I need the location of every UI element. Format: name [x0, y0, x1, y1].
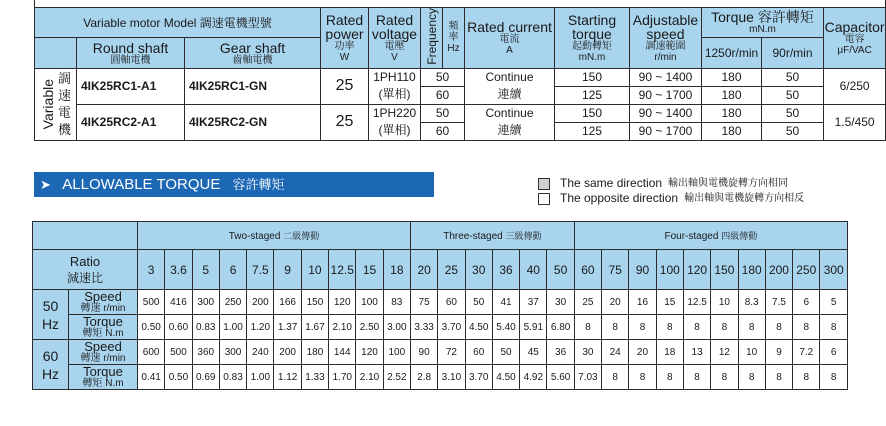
speed-value: 120 — [329, 290, 356, 315]
three-staged-header — [410, 222, 574, 250]
speed-value: 5 — [820, 290, 848, 315]
four-staged-cn: 四級傳動 — [721, 231, 758, 241]
torque2-value: 50 — [762, 104, 824, 122]
torque-value: 8 — [738, 365, 765, 390]
torque-value: 1.12 — [274, 365, 301, 390]
speed-value: 90 — [410, 340, 437, 365]
torque-unit: mN.m — [749, 24, 776, 36]
torque-value: 1.00 — [247, 365, 274, 390]
round-shaft-cn: 圓軸電機 — [110, 54, 151, 66]
speed-range-value: 90 ~ 1400 — [630, 68, 702, 86]
rated-current-label: Rated current — [467, 18, 552, 35]
speed-value: 416 — [165, 290, 192, 315]
ratio-value: 30 — [465, 250, 492, 290]
torque-value: 8 — [820, 315, 848, 340]
torque-value: 8 — [602, 315, 629, 340]
four-staged-header — [574, 222, 847, 250]
torque-unit: N.m — [105, 378, 124, 389]
speed-value: 24 — [602, 340, 629, 365]
torque-value: 2.10 — [356, 365, 383, 390]
speed-value: 12 — [711, 340, 738, 365]
side-label-en: Variable — [40, 79, 56, 130]
top-strip-row — [35, 0, 886, 8]
ratio-value: 60 — [574, 250, 601, 290]
ratio-value: 20 — [410, 250, 437, 290]
ratio-value: 120 — [683, 250, 710, 290]
torque-value: 3.00 — [383, 315, 410, 340]
speed-value: 20 — [629, 340, 656, 365]
torque-value: 1.37 — [274, 315, 301, 340]
ratio-value: 25 — [438, 250, 465, 290]
frequency-label: Frequency — [424, 8, 439, 65]
speed-value: 500 — [165, 340, 192, 365]
torque1-value: 180 — [702, 68, 762, 86]
torque-value: 8 — [683, 315, 710, 340]
ratio-value: 150 — [711, 250, 738, 290]
direction-legend — [538, 176, 804, 206]
torque-value: 0.69 — [192, 365, 219, 390]
ratio-value: 36 — [492, 250, 519, 290]
side-label-cell — [35, 68, 77, 140]
torque-cn: 轉矩 — [82, 328, 103, 339]
torque-value: 8 — [574, 315, 601, 340]
model-header: Variable motor Model 調速電機型號 — [35, 8, 321, 38]
legend-same-row — [538, 176, 804, 191]
ratio-torque-table — [32, 221, 848, 390]
torque-value: 1.20 — [247, 315, 274, 340]
torque-value: 8 — [602, 365, 629, 390]
speed-value: 36 — [547, 340, 574, 365]
legend-same-label: The same direction — [560, 176, 663, 190]
torque-value: 1.70 — [329, 365, 356, 390]
torque-value: 1.00 — [219, 315, 246, 340]
frequency-header — [421, 8, 443, 69]
capacitor-value: 1.5/450 — [824, 104, 886, 140]
ratio-label: Ratio — [69, 253, 101, 269]
speed-60hz-row — [33, 340, 848, 365]
torque-value: 0.83 — [192, 315, 219, 340]
torque-value: 2.52 — [383, 365, 410, 390]
ratio-value: 6 — [219, 250, 246, 290]
white-square-icon — [538, 193, 550, 205]
speed-value: 120 — [356, 340, 383, 365]
round-shaft-label: Round shaft — [92, 39, 169, 56]
torque-value: 8 — [793, 315, 820, 340]
ratio-value: 18 — [383, 250, 410, 290]
rated-current-unit: 電流 A — [499, 33, 520, 56]
adjustable-speed-label: Adjustable speed — [632, 11, 699, 42]
capacitor-unit: 電容 μF/VAC — [837, 33, 872, 56]
rated-voltage-header — [369, 8, 421, 69]
start-torque-value: 150 — [555, 68, 630, 86]
speed-value: 30 — [547, 290, 574, 315]
rated-voltage-label: Rated voltage — [371, 11, 418, 42]
torque-value: 3.10 — [438, 365, 465, 390]
torque-value: 7.03 — [574, 365, 601, 390]
torque-value: 0.41 — [138, 365, 165, 390]
speed-value: 600 — [138, 340, 165, 365]
ratio-value: 300 — [820, 250, 848, 290]
torque-value: 2.50 — [356, 315, 383, 340]
round-shaft-model: 4IK25RC2-A1 — [77, 104, 185, 140]
speed-50hz-row — [33, 290, 848, 315]
torque-value: 8 — [711, 315, 738, 340]
frequency-cn: 頻率 — [448, 21, 459, 44]
gear-shaft-header — [185, 38, 321, 68]
speed-value: 50 — [465, 290, 492, 315]
torque-value: 2.10 — [329, 315, 356, 340]
ratio-label-cn: 減速比 — [66, 270, 103, 285]
ratio-value: 7.5 — [247, 250, 274, 290]
torque-value: 8 — [820, 365, 848, 390]
ratio-value: 90 — [629, 250, 656, 290]
starting-torque-label: Starting torque — [567, 11, 617, 42]
speed-value: 20 — [602, 290, 629, 315]
torque-label: Torque 容許轉矩 — [711, 9, 814, 26]
frequency-cn-header — [443, 8, 465, 69]
torque-50hz-row — [33, 315, 848, 340]
banner-title: ALLOWABLE TORQUE — [62, 176, 221, 193]
ratio-value: 40 — [520, 250, 547, 290]
speed-value: 41 — [492, 290, 519, 315]
torque-value: 1.67 — [301, 315, 328, 340]
ratio-value: 3.6 — [165, 250, 192, 290]
torque-value: 4.92 — [520, 365, 547, 390]
torque2-value: 50 — [762, 68, 824, 86]
two-staged-header — [138, 222, 411, 250]
speed-unit: r/min — [103, 303, 126, 314]
two-staged-cn: 二級傳動 — [283, 231, 320, 241]
speed-value: 500 — [138, 290, 165, 315]
legend-opposite-cn: 輸出軸與電機旋轉方向相反 — [684, 193, 805, 204]
torque-value: 5.40 — [492, 315, 519, 340]
speed-range-value: 90 ~ 1700 — [630, 122, 702, 140]
speed-value: 100 — [356, 290, 383, 315]
speed-value: 10 — [738, 340, 765, 365]
rated-power-label: Rated power — [325, 11, 364, 42]
legend-same-cn: 輸出軸與電機旋轉方向相同 — [668, 178, 789, 189]
torque-label: Torque — [83, 364, 123, 379]
speed-value: 200 — [274, 340, 301, 365]
speed-value: 30 — [574, 340, 601, 365]
speed-value: 12.5 — [683, 290, 710, 315]
torque-value: 5.91 — [520, 315, 547, 340]
starting-torque-unit: 起動轉矩 mN.m — [572, 40, 612, 63]
speed-value: 72 — [438, 340, 465, 365]
torque-value: 3.70 — [438, 315, 465, 340]
speed-value: 7.2 — [793, 340, 820, 365]
ratio-value: 9 — [274, 250, 301, 290]
speed-value: 200 — [247, 290, 274, 315]
speed-value: 360 — [192, 340, 219, 365]
torque-value: 4.50 — [492, 365, 519, 390]
speed-value: 250 — [219, 290, 246, 315]
ratio-value: 50 — [547, 250, 574, 290]
four-staged-label: Four-staged — [664, 231, 719, 242]
speed-value: 100 — [383, 340, 410, 365]
speed-label: Speed — [84, 289, 122, 304]
speed-value: 18 — [656, 340, 683, 365]
hz60-cell: 60 Hz — [33, 340, 69, 390]
speed-cn: 轉速 — [80, 303, 101, 314]
round-shaft-model: 4IK25RC1-A1 — [77, 68, 185, 104]
torque-col2-header: 90r/min — [762, 38, 824, 68]
torque-value: 8 — [793, 365, 820, 390]
start-torque-value: 125 — [555, 86, 630, 104]
gray-square-icon — [538, 178, 550, 190]
voltage-value: 1PH110 (單相) — [369, 68, 421, 104]
rated-power-unit: 功率 W — [334, 40, 355, 63]
ratio-value: 180 — [738, 250, 765, 290]
torque-value: 3.33 — [410, 315, 437, 340]
frequency-unit: Hz — [447, 43, 460, 55]
speed-value: 37 — [520, 290, 547, 315]
torque-col1-header: 1250r/min — [702, 38, 762, 68]
speed-value: 8.3 — [738, 290, 765, 315]
torque-value: 1.33 — [301, 365, 328, 390]
ratio-value: 250 — [793, 250, 820, 290]
speed-label: Speed — [84, 339, 122, 354]
torque2-value: 50 — [762, 86, 824, 104]
speed-value: 150 — [301, 290, 328, 315]
speed-value: 9 — [765, 340, 792, 365]
speed-value: 10 — [711, 290, 738, 315]
torque-unit: N.m — [105, 328, 124, 339]
torque-value: 8 — [683, 365, 710, 390]
round-shaft-header — [77, 38, 185, 68]
banner-title-cn: 容許轉矩 — [232, 177, 285, 192]
ratio-value: 75 — [602, 250, 629, 290]
torque-value: 8 — [656, 315, 683, 340]
speed-range-value: 90 ~ 1700 — [630, 86, 702, 104]
speed-value: 15 — [656, 290, 683, 315]
adjustable-speed-unit: 調速範圍 r/min — [645, 40, 686, 63]
torque-value: 0.60 — [165, 315, 192, 340]
torque1-value: 180 — [702, 122, 762, 140]
speed-value: 300 — [219, 340, 246, 365]
start-torque-value: 150 — [555, 104, 630, 122]
ratio-row — [33, 250, 848, 290]
ratio-value: 5 — [192, 250, 219, 290]
three-staged-cn: 三級傳動 — [505, 231, 542, 241]
chevron-right-icon: ➤ — [40, 177, 51, 192]
ratio-value: 12.5 — [329, 250, 356, 290]
speed-value: 166 — [274, 290, 301, 315]
torque-value: 6.80 — [547, 315, 574, 340]
speed-value: 6 — [820, 340, 848, 365]
ratio-header — [33, 250, 138, 290]
side-blank-header — [35, 38, 77, 68]
gear-shaft-label: Gear shaft — [219, 39, 286, 56]
speed-value: 6 — [793, 290, 820, 315]
torque-value: 0.50 — [138, 315, 165, 340]
speed-value: 144 — [329, 340, 356, 365]
speed-value: 16 — [629, 290, 656, 315]
capacitor-header — [824, 8, 886, 69]
torque-value: 8 — [629, 365, 656, 390]
speed-value: 180 — [301, 340, 328, 365]
stage-blank — [33, 222, 138, 250]
gear-shaft-model: 4IK25RC1-GN — [185, 68, 321, 104]
ratio-value: 10 — [301, 250, 328, 290]
legend-opposite-label: The opposite direction — [560, 191, 679, 205]
speed-value: 75 — [410, 290, 437, 315]
speed-value: 300 — [192, 290, 219, 315]
hz50-cell: 50 Hz — [33, 290, 69, 340]
torque1-value: 180 — [702, 86, 762, 104]
speed-value: 50 — [492, 340, 519, 365]
top-strip — [35, 0, 886, 8]
legend-opposite-row — [538, 191, 804, 206]
speed-value: 13 — [683, 340, 710, 365]
gear-shaft-model: 4IK25RC2-GN — [185, 104, 321, 140]
speed-unit: r/min — [103, 353, 126, 364]
torque-cn: 轉矩 — [82, 378, 103, 389]
speed-label-cell — [69, 290, 138, 315]
torque-value: 8 — [738, 315, 765, 340]
torque-value: 3.70 — [465, 365, 492, 390]
speed-value: 25 — [574, 290, 601, 315]
rated-current-header — [465, 8, 555, 69]
torque-value: 8 — [765, 315, 792, 340]
ratio-value: 3 — [138, 250, 165, 290]
torque-header — [702, 8, 824, 38]
torque-label-cell — [69, 315, 138, 340]
speed-cn: 轉速 — [80, 353, 101, 364]
stage-header-row — [33, 222, 848, 250]
rated-power-header — [321, 8, 369, 69]
allowable-torque-banner — [34, 172, 434, 197]
torque1-value: 180 — [702, 104, 762, 122]
speed-value: 60 — [438, 290, 465, 315]
power-value: 25 — [321, 68, 369, 104]
speed-value: 240 — [247, 340, 274, 365]
power-value: 25 — [321, 104, 369, 140]
freq-value: 50 — [421, 104, 465, 122]
torque-label: Torque — [83, 314, 123, 329]
current-value: Continue 連續 — [465, 104, 555, 140]
capacitor-label: Capacitor — [824, 18, 885, 35]
speed-range-value: 90 ~ 1400 — [630, 104, 702, 122]
two-staged-label: Two-staged — [228, 231, 281, 242]
torque-value: 0.50 — [165, 365, 192, 390]
torque-value: 8 — [765, 365, 792, 390]
freq-value: 60 — [421, 86, 465, 104]
starting-torque-header — [555, 8, 630, 69]
torque-value: 0.83 — [219, 365, 246, 390]
torque-value: 8 — [656, 365, 683, 390]
adjustable-speed-header — [630, 8, 702, 69]
motor-spec-table — [34, 0, 886, 141]
speed-value: 83 — [383, 290, 410, 315]
torque-value: 5.60 — [547, 365, 574, 390]
capacitor-value: 6/250 — [824, 68, 886, 104]
ratio-value: 15 — [356, 250, 383, 290]
torque-value: 8 — [711, 365, 738, 390]
freq-value: 50 — [421, 68, 465, 86]
torque-value: 4.50 — [465, 315, 492, 340]
rated-voltage-unit: 電壓 V — [384, 40, 405, 63]
ratio-value: 100 — [656, 250, 683, 290]
torque-label-cell — [69, 365, 138, 390]
current-value: Continue 連續 — [465, 68, 555, 104]
speed-value: 45 — [520, 340, 547, 365]
voltage-value: 1PH220 (單相) — [369, 104, 421, 140]
torque2-value: 50 — [762, 122, 824, 140]
torque-value: 8 — [629, 315, 656, 340]
freq-value: 60 — [421, 122, 465, 140]
three-staged-label: Three-staged — [443, 231, 503, 242]
speed-value: 60 — [465, 340, 492, 365]
start-torque-value: 125 — [555, 122, 630, 140]
ratio-value: 200 — [765, 250, 792, 290]
speed-value: 7.5 — [765, 290, 792, 315]
gear-shaft-cn: 齒軸電機 — [232, 54, 273, 66]
torque-60hz-row — [33, 365, 848, 390]
speed-label-cell — [69, 340, 138, 365]
side-label-cn: 調速電機 — [58, 71, 72, 138]
torque-value: 2.8 — [410, 365, 437, 390]
